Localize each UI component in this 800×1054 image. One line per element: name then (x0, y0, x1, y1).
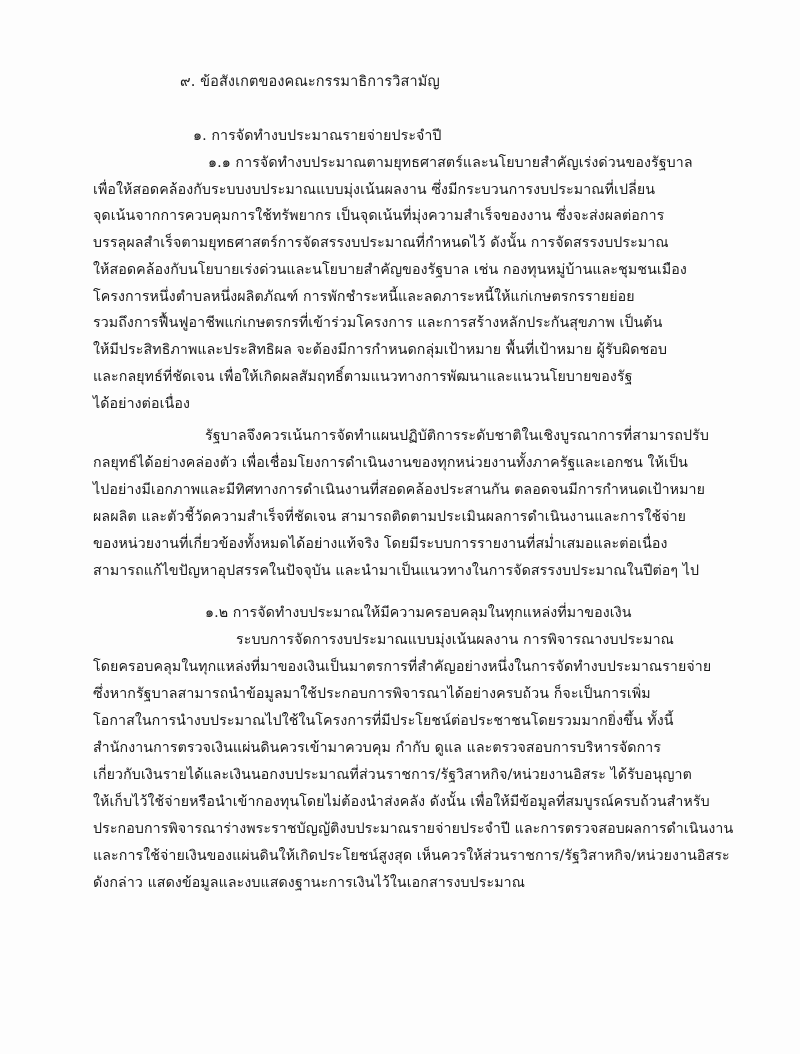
paragraph-line: ไปอย่างมีเอกภาพและมีทิศทางการดำเนินงานที่สอดคล้องประสานกัน ตลอดจนมีการกำหนดเป้าหมาย (93, 482, 706, 498)
paragraph-line: สำนักงานการตรวจเงินแผ่นดินควรเข้ามาควบคุม กำกับ ดูแล และตรวจสอบการบริหารจัดการ (93, 740, 662, 756)
paragraph-line: ซึ่งหากรัฐบาลสามารถนำข้อมูลมาใช้ประกอบการพิจารณาได้อย่างครบถ้วน ก็จะเป็นการเพิ่ม (93, 686, 651, 702)
paragraph-line: เกี่ยวกับเงินรายได้และเงินนอกงบประมาณที่ส่วนราชการ/รัฐวิสาหกิจ/หน่วยงานอิสระ ได้รับอนุญาต (93, 767, 692, 783)
paragraph-line: ดังกล่าว แสดงข้อมูลและงบแสดงฐานะการเงินไว้ในเอกสารงบประมาณ (93, 875, 525, 891)
subsection-title: ๑.๒ การจัดทำงบประมาณให้มีความครอบคลุมในทุกแหล่งที่มาของเงิน (205, 605, 632, 621)
section-heading: ๙. ข้อสังเกตของคณะกรรมาธิการวิสามัญ (180, 74, 440, 90)
paragraph-line: รวมถึงการฟื้นฟูอาชีพแก่เกษตรกรที่เข้าร่วมโครงการ และการสร้างหลักประกันสุขภาพ เป็นต้น (93, 315, 663, 331)
paragraph-line: และกลยุทธ์ที่ชัดเจน เพื่อให้เกิดผลสัมฤทธิ์ตามแนวทางการพัฒนาและแนวนโยบายของรัฐ (93, 369, 633, 385)
paragraph-line: ให้มีประสิทธิภาพและประสิทธิผล จะต้องมีการกำหนดกลุ่มเป้าหมาย พื้นที่เป้าหมาย ผู้รับผิดชอบ (93, 342, 668, 358)
paragraph-line: โอกาสในการนำงบประมาณไปใช้ในโครงการที่มีประโยชน์ต่อประชาชนโดยรวมมากยิ่งขึ้น ทั้งนี้ (93, 713, 674, 729)
paragraph-line: ประกอบการพิจารณาร่างพระราชบัญญัติงบประมาณรายจ่ายประจำปี และการตรวจสอบผลการดำเนินงาน (93, 821, 734, 837)
paragraph-line: โครงการหนึ่งตำบลหนึ่งผลิตภัณฑ์ การพักชำระหนี้และลดภาระหนี้ให้แก่เกษตรกรรายย่อย (93, 289, 635, 305)
subsection-title: ๑. การจัดทำงบประมาณรายจ่ายประจำปี (193, 128, 442, 144)
paragraph-line: จุดเน้นจากการควบคุมการใช้ทรัพยากร เป็นจุดเน้นที่มุ่งความสำเร็จของงาน ซึ่งจะส่งผลต่อการ (93, 208, 665, 224)
paragraph-line: ของหน่วยงานที่เกี่ยวข้องทั้งหมดได้อย่างแท้จริง โดยมีระบบการรายงานที่สม่ำเสมอและต่อเนื่อง (93, 536, 668, 552)
paragraph-line: ให้เก็บไว้ใช้จ่ายหรือนำเข้ากองทุนโดยไม่ต้องนำส่งคลัง ดังนั้น เพื่อให้มีข้อมูลที่สมบูรณ์ครบถ้วนสำหรับ (93, 794, 710, 810)
paragraph-line: สามารถแก้ไขปัญหาอุปสรรคในปัจจุบัน และนำมาเป็นแนวทางในการจัดสรรงบประมาณในปีต่อๆ ไป (93, 563, 700, 579)
paragraph-line: ๑.๑ การจัดทำงบประมาณตามยุทธศาสตร์และนโยบายสำคัญเร่งด่วนของรัฐบาล (208, 155, 693, 171)
paragraph-line: ระบบการจัดการงบประมาณแบบมุ่งเน้นผลงาน การพิจารณางบประมาณ (236, 632, 674, 648)
paragraph-line: กลยุทธ์ได้อย่างคล่องตัว เพื่อเชื่อมโยงการดำเนินงานของทุกหน่วยงานทั้งภาครัฐและเอกชน ให้เป็น (93, 455, 688, 471)
paragraph-line: ได้อย่างต่อเนื่อง (93, 396, 191, 412)
paragraph-line: ผลผลิต และตัวชี้วัดความสำเร็จที่ชัดเจน สามารถติดตามประเมินผลการดำเนินงานและการใช้จ่าย (93, 509, 687, 525)
paragraph-line: เพื่อให้สอดคล้องกับระบบงบประมาณแบบมุ่งเน้นผลงาน ซึ่งมีกระบวนการงบประมาณที่เปลี่ยน (93, 182, 656, 198)
paragraph-line: ให้สอดคล้องกับนโยบายเร่งด่วนและนโยบายสำคัญของรัฐบาล เช่น กองทุนหมู่บ้านและชุมชนเมือง (93, 262, 687, 278)
paragraph-line: บรรลุผลสำเร็จตามยุทธศาสตร์การจัดสรรงบประมาณที่กำหนดไว้ ดังนั้น การจัดสรรงบประมาณ (93, 235, 669, 251)
paragraph-line: โดยครอบคลุมในทุกแหล่งที่มาของเงินเป็นมาตรการที่สำคัญอย่างหนึ่งในการจัดทำงบประมาณรายจ่าย (93, 659, 712, 675)
paragraph-line: และการใช้จ่ายเงินของแผ่นดินให้เกิดประโยชน์สูงสุด เห็นควรให้ส่วนราชการ/รัฐวิสาหกิจ/หน่วยงานอิสระ (93, 848, 730, 864)
paragraph-line: รัฐบาลจึงควรเน้นการจัดทำแผนปฏิบัติการระดับชาติในเชิงบูรณาการที่สามารถปรับ (205, 428, 709, 444)
